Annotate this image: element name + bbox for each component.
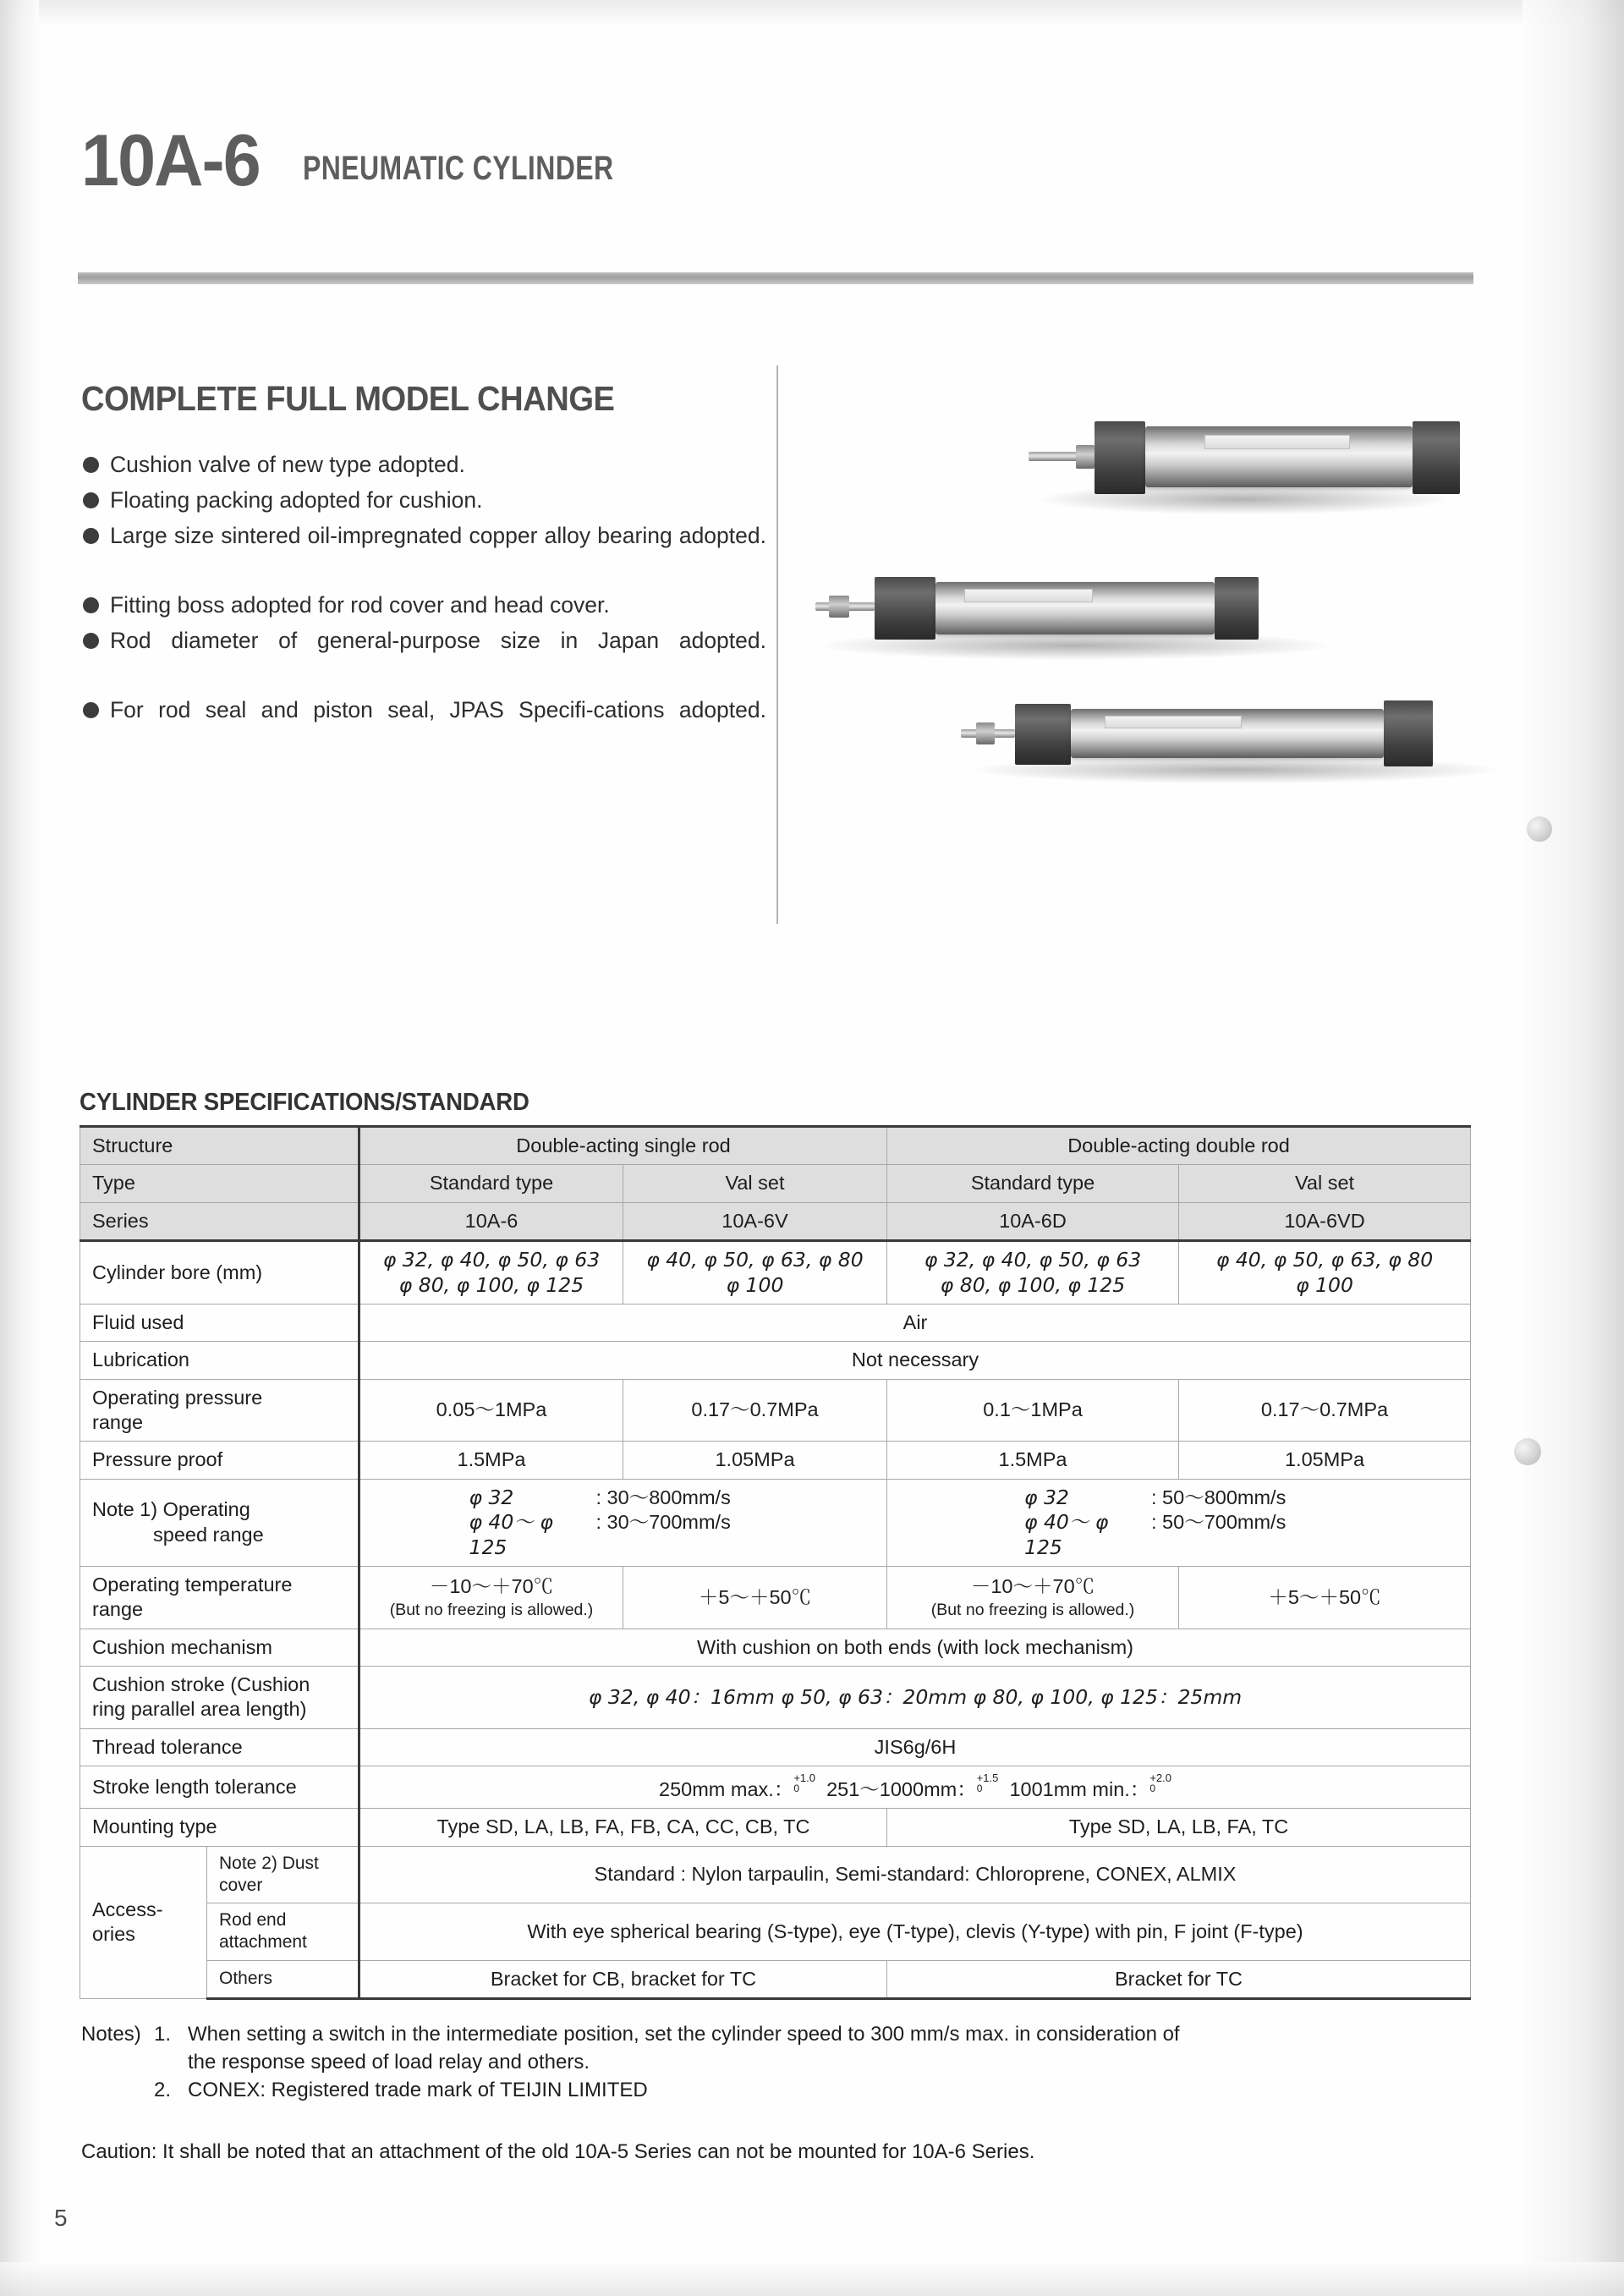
table-row-cushion-mechanism — [80, 1629, 1471, 1666]
stroke-tol-3-upper: +2.0 — [1149, 1771, 1171, 1785]
cylinder-photo-bottom — [939, 648, 1522, 783]
stroke-tol-1-lower: 0 — [793, 1782, 800, 1795]
table-row-operating-speed — [80, 1479, 1471, 1566]
stroke-tol-fraction-1 — [793, 1772, 815, 1793]
temp-10a6d-note: (But no freezing is allowed.) — [930, 1600, 1135, 1619]
features-heading: COMPLETE FULL MODEL CHANGE — [81, 379, 615, 418]
value-bore-10a6d — [887, 1241, 1179, 1305]
value-type-valset-double: Val set — [1179, 1165, 1471, 1202]
page-header — [81, 120, 692, 201]
scan-artifact — [1527, 816, 1552, 842]
table-row-thread-tolerance — [80, 1728, 1471, 1766]
table-row-cylinder-bore — [80, 1241, 1471, 1305]
table-row-operating-temperature — [80, 1566, 1471, 1629]
stroke-tol-fraction-2 — [977, 1772, 999, 1793]
features-list — [81, 448, 766, 761]
list-item-text: Rod diameter of general-purpose size in Japan adopted. — [110, 628, 766, 653]
temp-10a6d-main: －10～＋70℃ — [970, 1575, 1095, 1598]
bullet-dot-icon — [83, 528, 99, 544]
bore-10a6v-line2: φ 100 — [726, 1272, 784, 1297]
note-1-line1: When setting a switch in the intermediate position, set the cylinder speed to 300 mm/s max. in consideration of — [188, 2023, 1180, 2046]
list-item — [81, 623, 766, 691]
row-label-cylinder-bore: Cylinder bore (mm) — [80, 1241, 359, 1305]
value-proof-10a6v: 1.05MPa — [623, 1442, 887, 1479]
table-row-mounting-type — [80, 1809, 1471, 1846]
stroke-tol-3-lower: 0 — [1149, 1782, 1155, 1795]
value-pressure-10a6: 0.05～1MPa — [359, 1379, 623, 1442]
value-proof-10a6d: 1.5MPa — [887, 1442, 1179, 1479]
row-label-fluid-used: Fluid used — [80, 1304, 359, 1341]
table-row-dust-cover — [80, 1846, 1471, 1903]
note-1-line2: the response speed of load relay and others. — [188, 2051, 590, 2074]
table-row-series — [80, 1202, 1471, 1240]
value-mounting-single: Type SD, LA, LB, FA, FB, CA, CC, CB, TC — [359, 1809, 887, 1846]
value-others-double: Bracket for TC — [887, 1960, 1471, 1998]
value-speed-double — [887, 1479, 1471, 1566]
list-item — [81, 693, 766, 761]
operating-pressure-label-line1: Operating pressure — [92, 1386, 263, 1409]
temp-10a6-note: (But no freezing is allowed.) — [389, 1600, 594, 1619]
note-2-line1: CONEX: Registered trade mark of TEIJIN LIMITED — [188, 2079, 648, 2101]
stroke-tol-fraction-3 — [1149, 1772, 1171, 1793]
cushion-stroke-label-line1: Cushion stroke (Cushion — [92, 1673, 310, 1695]
value-temp-10a6 — [359, 1566, 623, 1629]
bore-10a6vd-line1: φ 40, φ 50, φ 63, φ 80 — [1215, 1248, 1434, 1272]
value-proof-10a6vd: 1.05MPa — [1179, 1442, 1471, 1479]
row-label-rod-end-attachment: Rod end attachment — [207, 1903, 359, 1961]
bore-10a6v-line1: φ 40, φ 50, φ 63, φ 80 — [646, 1248, 864, 1272]
note-body-2 — [188, 2076, 1468, 2104]
value-others-single: Bracket for CB, bracket for TC — [359, 1960, 887, 1998]
value-cushion-stroke: φ 32, φ 40：16mm φ 50, φ 63：20mm φ 80, φ 100, φ 125：25mm — [359, 1667, 1471, 1729]
temp-10a6-main: －10～＋70℃ — [429, 1575, 554, 1598]
value-temp-10a6v: ＋5～＋50℃ — [623, 1566, 887, 1629]
value-structure-double: Double-acting double rod — [887, 1127, 1471, 1165]
value-speed-single — [359, 1479, 887, 1566]
row-label-cushion-mechanism: Cushion mechanism — [80, 1629, 359, 1666]
operating-temp-label-line2: range — [92, 1598, 144, 1621]
table-row-lubrication — [80, 1342, 1471, 1379]
accessories-label-line1: Access- — [92, 1898, 163, 1920]
operating-speed-label-line1: Note 1) Operating — [92, 1498, 250, 1521]
value-proof-10a6: 1.5MPa — [359, 1442, 623, 1479]
value-fluid-used: Air — [359, 1304, 1471, 1341]
stroke-tol-part1: 250mm max.： — [659, 1777, 794, 1800]
speed-double-row1-value: : 50～800mm/s — [1151, 1486, 1287, 1508]
page-title: PNEUMATIC CYLINDER — [303, 150, 614, 188]
table-row-stroke-length-tolerance — [80, 1766, 1471, 1809]
speed-single-row2-bore: φ 40～ φ 125 — [469, 1510, 553, 1559]
note-row-1 — [81, 2020, 1468, 2076]
value-rod-end-attachment: With eye spherical bearing (S-type), eye (T-type), clevis (Y-type) with pin, F joint (F-type) — [359, 1903, 1471, 1961]
list-item-text: For rod seal and piston seal, JPAS Specifi-cations adopted. — [110, 697, 766, 722]
list-item — [81, 483, 766, 517]
value-series-10a6d: 10A-6D — [887, 1202, 1179, 1240]
value-series-10a6: 10A-6 — [359, 1202, 623, 1240]
scan-artifact — [1514, 1438, 1541, 1465]
value-series-10a6v: 10A-6V — [623, 1202, 887, 1240]
table-row-type — [80, 1165, 1471, 1202]
value-type-standard-double: Standard type — [887, 1165, 1179, 1202]
row-label-operating-speed — [80, 1479, 359, 1566]
stroke-tol-part3: 1001mm min.： — [1009, 1777, 1150, 1800]
value-dust-cover: Standard : Nylon tarpaulin, Semi-standard: Chloroprene, CONEX, ALMIX — [359, 1846, 1471, 1903]
note-number-1: 1. — [154, 2023, 172, 2046]
section-divider — [776, 365, 778, 924]
row-label-lubrication: Lubrication — [80, 1342, 359, 1379]
features-section — [81, 379, 766, 762]
notes-label-spacer — [81, 2076, 154, 2104]
speed-double-row2-bore: φ 40～ φ 125 — [1024, 1510, 1109, 1559]
value-mounting-double: Type SD, LA, LB, FA, TC — [887, 1809, 1471, 1846]
value-type-valset-single: Val set — [623, 1165, 887, 1202]
row-label-series: Series — [80, 1202, 359, 1240]
row-label-accessories — [80, 1846, 207, 1998]
table-row-operating-pressure — [80, 1379, 1471, 1442]
row-label-cushion-stroke — [80, 1667, 359, 1729]
speed-double-row1-bore: φ 32 — [1024, 1485, 1069, 1509]
bullet-dot-icon — [83, 633, 99, 649]
row-label-mounting-type: Mounting type — [80, 1809, 359, 1846]
value-cushion-mechanism: With cushion on both ends (with lock mechanism) — [359, 1629, 1471, 1666]
list-item-text: Cushion valve of new type adopted. — [110, 452, 465, 477]
list-item — [81, 448, 766, 481]
value-bore-10a6 — [359, 1241, 623, 1305]
bullet-dot-icon — [83, 597, 99, 613]
cylinder-specifications-table — [80, 1125, 1471, 2000]
bore-10a6-line1: φ 32, φ 40, φ 50, φ 63 — [382, 1248, 601, 1272]
bore-10a6vd-line2: φ 100 — [1296, 1272, 1353, 1297]
cylinder-photo-middle — [795, 530, 1353, 665]
speed-single-row1-value: : 30～800mm/s — [595, 1486, 731, 1508]
table-row-pressure-proof — [80, 1442, 1471, 1479]
value-structure-single: Double-acting single rod — [359, 1127, 887, 1165]
stroke-tol-2-lower: 0 — [976, 1782, 983, 1795]
operating-speed-label-line2: speed range — [153, 1523, 264, 1546]
value-temp-10a6vd: ＋5～＋50℃ — [1179, 1566, 1471, 1629]
value-temp-10a6d — [887, 1566, 1179, 1629]
table-row-others — [80, 1960, 1471, 1998]
spec-table-heading: CYLINDER SPECIFICATIONS/STANDARD — [80, 1089, 529, 1116]
row-label-dust-cover: Note 2) Dust cover — [207, 1846, 359, 1903]
note-number-2: 2. — [154, 2079, 172, 2101]
value-series-10a6vd: 10A-6VD — [1179, 1202, 1471, 1240]
row-label-operating-temperature — [80, 1566, 359, 1629]
list-item-text: Floating packing adopted for cushion. — [110, 487, 483, 513]
table-row-rod-end-attachment — [80, 1903, 1471, 1961]
row-label-type: Type — [80, 1165, 359, 1202]
value-lubrication: Not necessary — [359, 1342, 1471, 1379]
value-type-standard-single: Standard type — [359, 1165, 623, 1202]
table-row-fluid-used — [80, 1304, 1471, 1341]
row-label-thread-tolerance: Thread tolerance — [80, 1728, 359, 1766]
notes-label: Notes) — [81, 2023, 141, 2046]
stroke-tol-2-upper: +1.5 — [976, 1771, 999, 1785]
operating-temp-label-line1: Operating temperature — [92, 1573, 293, 1596]
bullet-dot-icon — [83, 492, 99, 508]
operating-pressure-label-line2: range — [92, 1411, 144, 1433]
model-code: 10A-6 — [81, 120, 260, 201]
row-label-structure: Structure — [80, 1127, 359, 1165]
table-row-cushion-stroke — [80, 1667, 1471, 1729]
value-stroke-length-tolerance — [359, 1766, 1471, 1809]
note-body-1 — [188, 2020, 1468, 2076]
value-bore-10a6vd — [1179, 1241, 1471, 1305]
bullet-dot-icon — [83, 457, 99, 473]
speed-single-row2-value: : 30～700mm/s — [595, 1511, 731, 1534]
value-pressure-10a6d: 0.1～1MPa — [887, 1379, 1179, 1442]
notes-section — [81, 2020, 1468, 2104]
bore-10a6d-line2: φ 80, φ 100, φ 125 — [940, 1272, 1126, 1297]
list-item-text: Large size sintered oil-impregnated copper alloy bearing adopted. — [110, 523, 766, 548]
list-item-text: Fitting boss adopted for rod cover and head cover. — [110, 592, 610, 618]
row-label-stroke-length-tolerance: Stroke length tolerance — [80, 1766, 359, 1809]
note-row-2 — [81, 2076, 1468, 2104]
page-number: 5 — [54, 2205, 68, 2231]
table-row-structure — [80, 1127, 1471, 1165]
cushion-stroke-label-line2: ring parallel area length) — [92, 1698, 307, 1721]
accessories-label-line2: ories — [92, 1923, 135, 1946]
bullet-dot-icon — [83, 702, 99, 718]
row-label-operating-pressure — [80, 1379, 359, 1442]
caution-text: Caution: It shall be noted that an attachment of the old 10A-5 Series can not be mounted for 10A-6 Series. — [81, 2140, 1035, 2163]
row-label-pressure-proof: Pressure proof — [80, 1442, 359, 1479]
value-bore-10a6v — [623, 1241, 887, 1305]
cylinder-photo-top — [1023, 386, 1463, 513]
list-item — [81, 519, 766, 586]
bore-10a6-line2: φ 80, φ 100, φ 125 — [398, 1272, 584, 1297]
bore-10a6d-line1: φ 32, φ 40, φ 50, φ 63 — [924, 1248, 1142, 1272]
value-thread-tolerance: JIS6g/6H — [359, 1728, 1471, 1766]
speed-double-row2-value: : 50～700mm/s — [1151, 1511, 1287, 1534]
speed-single-row1-bore: φ 32 — [469, 1485, 514, 1509]
product-photo-group — [787, 369, 1514, 927]
header-rule — [78, 272, 1473, 284]
stroke-tol-1-upper: +1.0 — [793, 1771, 816, 1785]
list-item — [81, 588, 766, 622]
value-pressure-10a6v: 0.17～0.7MPa — [623, 1379, 887, 1442]
stroke-tol-part2: 251～1000mm： — [826, 1777, 977, 1800]
row-label-others: Others — [207, 1960, 359, 1998]
value-pressure-10a6vd: 0.17～0.7MPa — [1179, 1379, 1471, 1442]
